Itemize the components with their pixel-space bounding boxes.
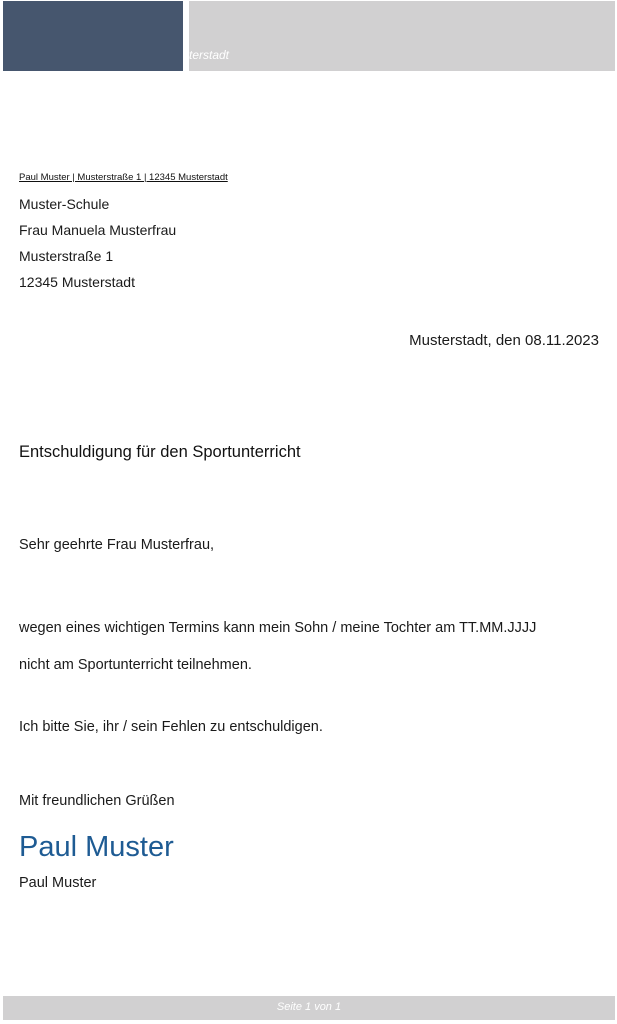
recipient-city: 12345 Musterstadt: [19, 274, 135, 290]
letterhead-town-text: sterstadt: [183, 48, 230, 62]
recipient-street: Musterstraße 1: [19, 248, 114, 264]
body-paragraph-1-line-1: wegen eines wichtigen Termins kann mein Sohn / meine Tochter am TT.MM.JJJJ: [19, 620, 537, 636]
sender-address-line: Paul Muster | Musterstraße 1 | 12345 Musterstadt: [19, 172, 228, 183]
signer-name: Paul Muster: [19, 875, 97, 891]
body-paragraph-1: [19, 610, 604, 684]
salutation: Sehr geehrte Frau Musterfrau,: [19, 537, 215, 553]
letterhead-band: [3, 1, 615, 71]
footer-band: [3, 996, 615, 1020]
letterhead-light-block: [189, 1, 615, 71]
date-line: Musterstadt, den 08.11.2023: [409, 332, 599, 349]
body-paragraph-2: Ich bitte Sie, ihr / sein Fehlen zu entschuldigen.: [19, 719, 323, 735]
handwritten-signature: Paul Muster: [19, 831, 174, 863]
recipient-person: Frau Manuela Musterfrau: [19, 222, 177, 238]
recipient-address-block: [19, 191, 176, 295]
page-number: Seite 1 von 1: [276, 1001, 342, 1013]
closing-greeting: Mit freundlichen Grüßen: [19, 793, 175, 809]
recipient-organization: Muster-Schule: [19, 196, 110, 212]
letter-subject: Entschuldigung für den Sportunterricht: [19, 443, 301, 461]
body-paragraph-1-line-2: nicht am Sportunterricht teilnehmen.: [19, 657, 252, 673]
letterhead-dark-block: [3, 1, 183, 71]
